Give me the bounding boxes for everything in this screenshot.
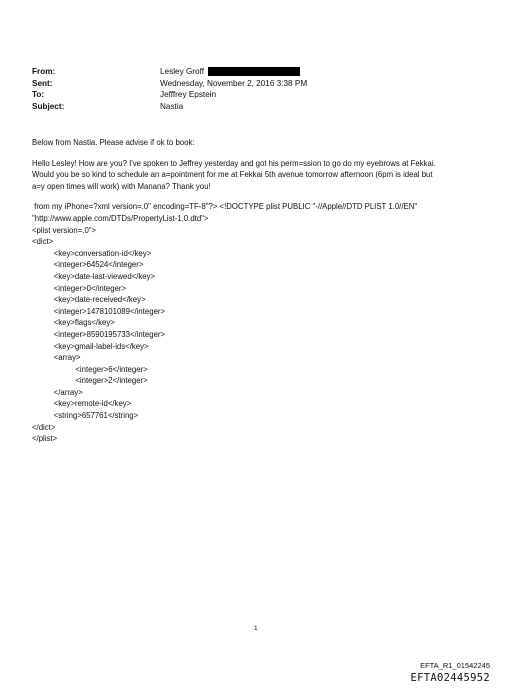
xml-line: <string>657761</string> (32, 411, 139, 421)
footer-reference-1: EFTA_R1_01542245 (420, 661, 490, 670)
xml-line: <key>conversation-id</key> (32, 248, 152, 258)
xml-line: <dict> (32, 237, 54, 247)
xml-line: <integer>2</integer> (32, 376, 148, 386)
xml-line: from my iPhone=?xml version=.0" encoding=TF-8"?> <!DOCTYPE plist PUBLIC "-//Apple//DTD PLIST 1.0//EN" (32, 202, 418, 212)
to-value: Jefffrey Epstein (160, 90, 217, 99)
message-line: Hello Lesley! How are you? I've spoken to Jeffrey yesterday and got his perm=ssion to go do my eyebrows at Fekkai. (32, 158, 436, 168)
message-text (32, 158, 492, 193)
sent-label: Sent: (32, 78, 53, 88)
xml-line: </plist> (32, 434, 58, 444)
from-row (32, 66, 307, 78)
email-body (32, 137, 492, 445)
from-name: Lesley Groff (160, 67, 204, 76)
xml-line: <key>flags</key> (32, 318, 115, 328)
xml-line: <integer>6</integer> (32, 364, 148, 374)
xml-line: <key>date-last-viewed</key> (32, 271, 156, 281)
redaction-bar (208, 67, 300, 76)
from-label: From: (32, 67, 56, 76)
sent-value: Wednesday, November 2, 2016 3:38 PM (160, 78, 308, 88)
message-line: a=y open times will work) with Manana? Thank you! (32, 181, 211, 191)
xml-line: </array> (32, 387, 83, 397)
xml-line: "http://www.apple.com/DTDs/PropertyList-1.0.dtd"> (32, 213, 209, 223)
xml-line: <array> (32, 353, 81, 363)
message-line: Would you be so kind to schedule an a=pointment for me at Fekkai 5th avenue tomorrow afternoon (6pm is ideal but (32, 170, 433, 180)
subject-label: Subject: (32, 101, 65, 111)
intro-text: Below from Nastia. Please advise if ok to book: (32, 138, 195, 147)
xml-line: <plist version=.0"> (32, 225, 97, 235)
to-row (32, 89, 307, 101)
xml-line: <integer>1478101089</integer> (32, 306, 166, 316)
xml-line: <key>remote-id</key> (32, 399, 132, 409)
xml-line: <integer>8590195733</integer> (32, 329, 166, 339)
footer-reference-2: EFTA02445952 (410, 672, 490, 684)
xml-line: </dict> (32, 422, 56, 432)
plist-xml-block (32, 201, 492, 444)
from-value (160, 66, 300, 78)
xml-line: <integer>0</integer> (32, 283, 127, 293)
xml-line: <integer>64524</integer> (32, 260, 144, 270)
xml-line: <key>gmail-label-ids</key> (32, 341, 149, 351)
subject-value: Nastia (160, 101, 184, 111)
xml-line: <key>date-received</key> (32, 295, 146, 305)
to-label: To: (32, 90, 45, 99)
sent-row (32, 78, 307, 90)
subject-row (32, 101, 307, 113)
email-header (32, 66, 307, 112)
page-number: 1 (254, 625, 258, 632)
